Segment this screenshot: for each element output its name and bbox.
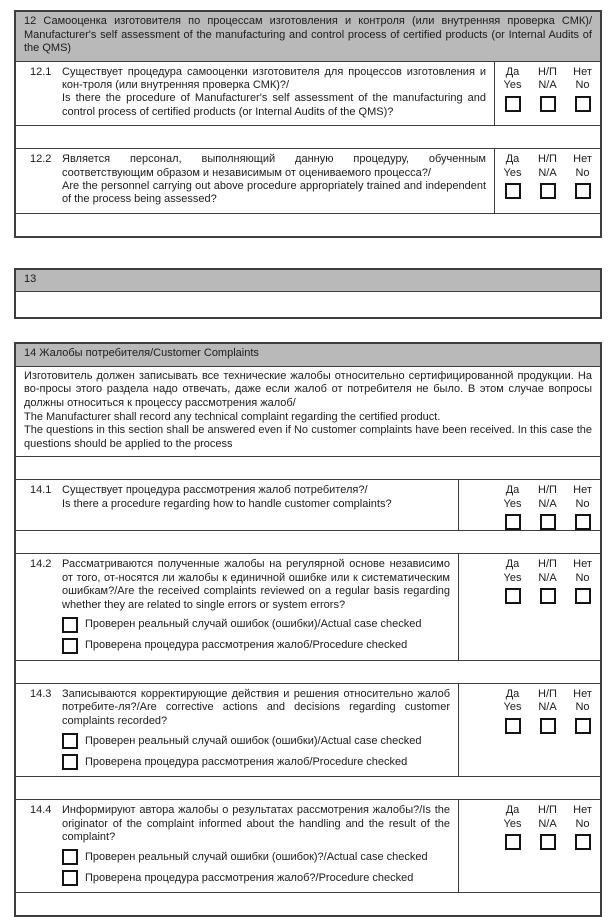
- question-row: [16, 683, 600, 776]
- section-14: [14, 342, 602, 917]
- empty-row: [16, 213, 600, 236]
- answer-label-ru: Н/П: [538, 804, 557, 817]
- question-row: [16, 799, 600, 892]
- question-paragraph: Информируют автора жалобы о результатах рассмотрения жалобы?/Is the originator of the complaint informed about the handling and the result of the complaint?: [62, 804, 450, 843]
- answer-na-checkbox[interactable]: [540, 514, 556, 530]
- answer-label-ru: Да: [505, 484, 520, 497]
- answer-na-checkbox[interactable]: [540, 96, 556, 112]
- answer-option-na: [530, 804, 565, 850]
- answer-yes-checkbox[interactable]: [505, 718, 521, 734]
- audit-checklist-document: [0, 10, 616, 917]
- empty-row: [16, 776, 600, 799]
- answer-label-en: N/A: [538, 817, 557, 830]
- question-number: 14.4: [30, 804, 52, 817]
- empty-row: [16, 291, 600, 317]
- answer-option-yes: [495, 688, 530, 734]
- answer-columns: [494, 62, 600, 126]
- answer-label-ru: Н/П: [538, 153, 557, 166]
- question-paragraph: Is there a procedure regarding how to handle customer complaints?: [62, 497, 392, 510]
- answer-na-checkbox[interactable]: [540, 183, 556, 199]
- answer-label-en: N/A: [538, 166, 557, 179]
- answer-label-ru: Нет: [573, 153, 592, 166]
- answer-option-na: [530, 688, 565, 734]
- question-text: [62, 480, 458, 530]
- answer-label-en: No: [575, 817, 590, 830]
- answer-na-checkbox[interactable]: [540, 588, 556, 604]
- answer-yes-checkbox[interactable]: [505, 96, 521, 112]
- answer-option-na: [530, 153, 565, 199]
- answer-no-checkbox[interactable]: [575, 718, 591, 734]
- answer-option-na: [530, 484, 565, 530]
- answer-label-ru: Н/П: [538, 484, 557, 497]
- sub-check-line: [62, 754, 450, 770]
- empty-row: [16, 456, 600, 479]
- empty-row: [16, 125, 600, 148]
- answer-na-checkbox[interactable]: [540, 834, 556, 850]
- answer-label-en: Yes: [503, 166, 522, 179]
- answer-no-checkbox[interactable]: [575, 183, 591, 199]
- answer-option-no: [565, 688, 600, 734]
- answer-label-ru: Н/П: [538, 65, 557, 78]
- answer-label-ru: Да: [505, 687, 520, 700]
- question-number: 14.2: [30, 558, 52, 571]
- answer-columns: [458, 800, 600, 892]
- sub-checkbox[interactable]: [62, 754, 78, 770]
- answer-yes-checkbox[interactable]: [505, 834, 521, 850]
- sub-check-label: Проверена процедура рассмотрения жалоб?/Procedure checked: [85, 871, 414, 884]
- sub-checkbox[interactable]: [62, 870, 78, 886]
- sub-check-label: Проверен реальный случай ошибок (ошибки)/Actual case checked: [85, 618, 422, 631]
- answer-no-checkbox[interactable]: [575, 96, 591, 112]
- question-text: [62, 62, 494, 126]
- question-row: [16, 479, 600, 530]
- sub-check-label: Проверена процедура рассмотрения жалоб/Procedure checked: [85, 639, 408, 652]
- question-paragraph: Существует процедура самооценки изготовителя для процессов изготовления и кон-троля (или внутренняя проверка СМК)?/: [62, 65, 486, 91]
- answer-label-en: Yes: [503, 497, 522, 510]
- answer-label-ru: Да: [505, 153, 520, 166]
- section-intro: [16, 366, 600, 457]
- answer-option-no: [565, 558, 600, 604]
- answer-option-yes: [495, 804, 530, 850]
- answer-option-no: [565, 484, 600, 530]
- sub-check-label: Проверен реальный случай ошибки (ошибок)?/Actual case checked: [85, 850, 428, 863]
- section-12: [14, 10, 602, 238]
- answer-label-en: Yes: [503, 701, 522, 714]
- answer-label-en: No: [575, 497, 590, 510]
- answer-no-checkbox[interactable]: [575, 514, 591, 530]
- answer-option-yes: [495, 484, 530, 530]
- question-number: 12.2: [30, 153, 52, 166]
- answer-label-en: N/A: [538, 497, 557, 510]
- sub-check-line: [62, 870, 450, 886]
- question-paragraph: Is there the procedure of Manufacturer's self assessment of the manufacturing and control process of certified products (or Internal Audits of the QMS)?: [62, 92, 486, 118]
- question-paragraph: Является персонал, выполняющий данную процедуру, обученным соответствующим образом и независимым от оцениваемого процесса?/: [62, 153, 486, 179]
- sub-checkbox[interactable]: [62, 849, 78, 865]
- answer-label-en: No: [575, 79, 590, 91]
- answer-label-en: Yes: [503, 79, 522, 91]
- answer-label-ru: Нет: [573, 484, 592, 497]
- answer-label-en: No: [575, 701, 590, 714]
- empty-row: [16, 660, 600, 683]
- answer-label-en: N/A: [538, 701, 557, 714]
- answer-yes-checkbox[interactable]: [505, 183, 521, 199]
- answer-columns: [458, 554, 600, 660]
- question-text: [62, 684, 458, 776]
- sub-checkbox[interactable]: [62, 617, 78, 633]
- question-row: [16, 148, 600, 213]
- sub-check-line: [62, 617, 450, 633]
- answer-option-no: [565, 66, 600, 112]
- answer-label-en: N/A: [538, 571, 557, 584]
- question-number: 12.1: [30, 65, 52, 78]
- sub-check-label: Проверена процедура рассмотрения жалоб/Procedure checked: [85, 755, 408, 768]
- question-row: [16, 553, 600, 660]
- answer-label-ru: Н/П: [538, 558, 557, 571]
- answer-label-ru: Нет: [573, 558, 592, 571]
- answer-label-ru: Н/П: [538, 687, 557, 700]
- answer-label-en: No: [575, 571, 590, 584]
- sub-check-line: [62, 849, 450, 865]
- intro-text: The Manufacturer shall record any technical complaint regarding the certified product.: [24, 410, 441, 423]
- answer-option-na: [530, 558, 565, 604]
- answer-label-en: Yes: [503, 571, 522, 584]
- sub-check-line: [62, 733, 450, 749]
- question-paragraph: Записываются корректирующие действия и решения относительно жалоб потребите-ля?/Are corrective actions and decisions regarding customer complaints recorded?: [62, 687, 450, 727]
- question-text: [62, 800, 458, 892]
- question-number: 14.1: [30, 484, 52, 497]
- answer-yes-checkbox[interactable]: [505, 588, 521, 604]
- question-row: [16, 61, 600, 126]
- sub-checkbox[interactable]: [62, 638, 78, 654]
- answer-label-ru: Нет: [573, 687, 592, 700]
- answer-label-en: N/A: [538, 79, 557, 91]
- answer-option-no: [565, 153, 600, 199]
- answer-label-ru: Да: [505, 65, 520, 78]
- section-13: [14, 268, 602, 320]
- answer-option-yes: [495, 153, 530, 199]
- intro-text: Изготовитель должен записывать все технические жалобы относительно сертифицированной продукции. На во-просы этого раздела надо отвечать, даже если жалоб от потребителя не было. В этом случае вопросы должны относиться к процессу рассмотрения жалоб/: [24, 369, 592, 409]
- answer-columns: [458, 684, 600, 776]
- empty-row: [16, 530, 600, 553]
- answer-label-ru: Нет: [573, 804, 592, 817]
- empty-row: [16, 892, 600, 915]
- sub-check-label: Проверен реальный случай ошибок (ошибки)/Actual case checked: [85, 734, 422, 747]
- question-number: 14.3: [30, 687, 52, 700]
- intro-text: The questions in this section shall be answered even if No customer complaints have been received. In this case the questions should be applied to the process: [24, 424, 592, 450]
- answer-label-en: No: [575, 166, 590, 179]
- sub-checkbox[interactable]: [62, 733, 78, 749]
- section-title: 14 Жалобы потребителя/Customer Complaints: [16, 344, 600, 366]
- question-paragraph: Существует процедура рассмотрения жалоб потребителя?/: [62, 484, 368, 497]
- answer-label-ru: Нет: [573, 65, 592, 78]
- section-title: 12 Самооценка изготовителя по процессам изготовления и контроля (или внутренняя проверка СМК)/ Manufacturer's self assessment of the manufacturing and control process of certified products (or Internal Audits of the QMS): [16, 12, 600, 61]
- answer-label-ru: Да: [505, 804, 520, 817]
- answer-label-ru: Да: [505, 558, 520, 571]
- question-paragraph: Are the personnel carrying out above procedure appropriately trained and independent of the process being assessed?: [62, 179, 486, 206]
- answer-label-en: Yes: [503, 817, 522, 830]
- answer-columns: [458, 480, 600, 530]
- answer-no-checkbox[interactable]: [575, 834, 591, 850]
- answer-option-yes: [495, 558, 530, 604]
- answer-yes-checkbox[interactable]: [505, 514, 521, 530]
- question-paragraph: Рассматриваются полученные жалобы на регулярной основе независимо от того, от-носятся ли жалобы к единичной ошибке или к систематическим ошибкам?/Are the received complaints reviewed on a regular basis regarding whether they are related to single errors or system errors?: [62, 558, 450, 611]
- section-title: 13: [16, 270, 600, 292]
- question-text: [62, 149, 494, 213]
- question-text: [62, 554, 458, 660]
- answer-option-na: [530, 66, 565, 112]
- answer-columns: [494, 149, 600, 213]
- answer-na-checkbox[interactable]: [540, 718, 556, 734]
- answer-no-checkbox[interactable]: [575, 588, 591, 604]
- answer-option-yes: [495, 66, 530, 112]
- sub-check-line: [62, 638, 450, 654]
- answer-option-no: [565, 804, 600, 850]
